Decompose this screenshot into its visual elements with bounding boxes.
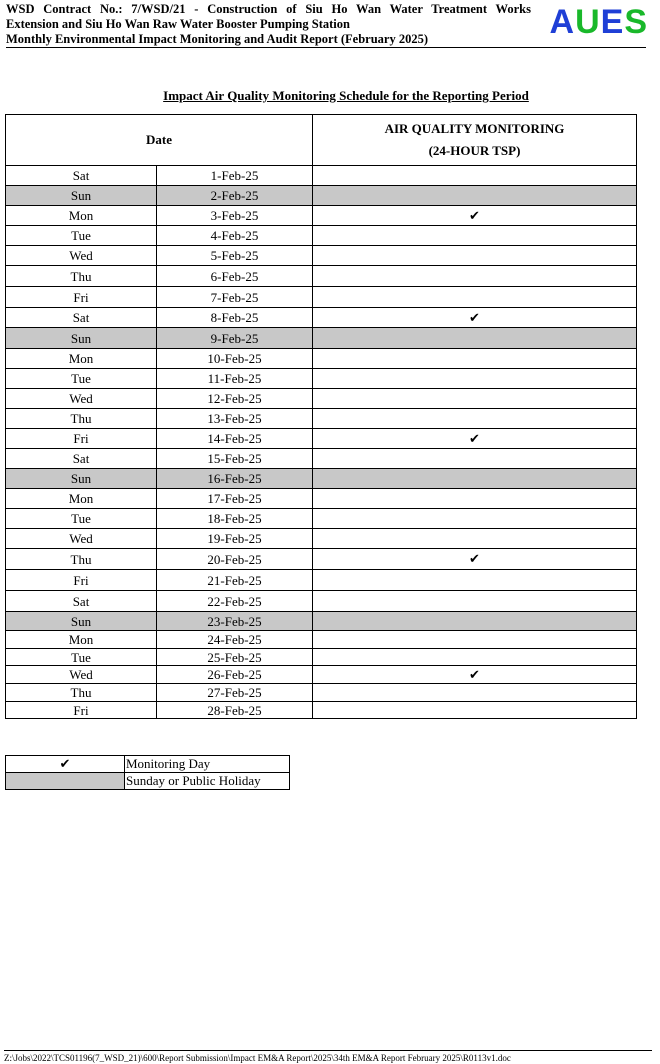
day-cell: Thu <box>6 549 157 570</box>
date-cell: 27-Feb-25 <box>157 684 313 702</box>
schedule-row <box>6 308 637 328</box>
header-divider <box>6 47 646 48</box>
monitoring-cell <box>313 702 637 719</box>
schedule-title <box>0 88 660 104</box>
date-cell: 2-Feb-25 <box>157 186 313 206</box>
monitoring-cell <box>313 166 637 186</box>
schedule-row <box>6 666 637 684</box>
logo-letter-u: U <box>575 3 601 41</box>
header-line-report: Monthly Environmental Impact Monitoring and Audit Report (February 2025) <box>6 32 428 46</box>
header-line-project: Extension and Siu Ho Wan Raw Water Booster Pumping Station <box>6 17 350 31</box>
date-cell: 23-Feb-25 <box>157 612 313 631</box>
schedule-row <box>6 612 637 631</box>
day-cell: Wed <box>6 246 157 266</box>
monitoring-cell <box>313 226 637 246</box>
day-cell: Wed <box>6 529 157 549</box>
day-cell: Tue <box>6 509 157 529</box>
monitoring-cell <box>313 449 637 469</box>
schedule-row <box>6 529 637 549</box>
date-cell: 10-Feb-25 <box>157 349 313 369</box>
date-column-header: Date <box>6 115 313 166</box>
monitoring-cell <box>313 649 637 666</box>
day-cell: Sat <box>6 591 157 612</box>
monitoring-cell <box>313 308 637 328</box>
day-cell: Sat <box>6 308 157 328</box>
day-cell: Sun <box>6 186 157 206</box>
schedule-row <box>6 328 637 349</box>
schedule-row <box>6 186 637 206</box>
legend-check-icon: ✔ <box>6 756 125 773</box>
footer-divider <box>4 1050 652 1051</box>
monitoring-cell <box>313 328 637 349</box>
schedule-row <box>6 570 637 591</box>
schedule-row <box>6 509 637 529</box>
schedule-row <box>6 449 637 469</box>
schedule-row <box>6 469 637 489</box>
date-cell: 8-Feb-25 <box>157 308 313 328</box>
day-cell: Sun <box>6 612 157 631</box>
monitoring-cell <box>313 570 637 591</box>
date-cell: 3-Feb-25 <box>157 206 313 226</box>
check-icon: ✔ <box>469 667 480 683</box>
check-icon: ✔ <box>469 310 480 326</box>
header-title-block <box>6 2 531 47</box>
date-cell: 28-Feb-25 <box>157 702 313 719</box>
schedule-row <box>6 206 637 226</box>
day-cell: Tue <box>6 226 157 246</box>
schedule-row <box>6 549 637 570</box>
schedule-row <box>6 631 637 649</box>
logo-letter-s: S <box>624 3 648 41</box>
schedule-row <box>6 591 637 612</box>
monitoring-cell <box>313 246 637 266</box>
date-cell: 26-Feb-25 <box>157 666 313 684</box>
date-cell: 17-Feb-25 <box>157 489 313 509</box>
check-icon: ✔ <box>469 552 480 567</box>
day-cell: Thu <box>6 266 157 287</box>
monitoring-cell <box>313 549 637 570</box>
monitoring-cell <box>313 369 637 389</box>
schedule-header-row <box>6 115 637 166</box>
legend-holiday-swatch <box>6 773 125 790</box>
monitoring-cell <box>313 266 637 287</box>
day-cell: Tue <box>6 649 157 666</box>
day-cell: Fri <box>6 702 157 719</box>
schedule-row <box>6 489 637 509</box>
monitoring-schedule-table <box>5 114 637 719</box>
date-cell: 18-Feb-25 <box>157 509 313 529</box>
schedule-body <box>6 166 637 719</box>
monitoring-cell <box>313 287 637 308</box>
check-icon: ✔ <box>469 208 480 224</box>
day-cell: Thu <box>6 684 157 702</box>
check-icon: ✔ <box>469 431 480 447</box>
day-cell: Mon <box>6 489 157 509</box>
date-cell: 7-Feb-25 <box>157 287 313 308</box>
header-line-contract: WSD Contract No.: 7/WSD/21 - Construction of Siu Ho Wan Water Treatment Works <box>6 2 531 16</box>
schedule-row <box>6 684 637 702</box>
monitoring-header-line-1: AIR QUALITY MONITORING <box>384 121 565 136</box>
date-cell: 14-Feb-25 <box>157 429 313 449</box>
day-cell: Mon <box>6 349 157 369</box>
monitoring-cell <box>313 631 637 649</box>
monitoring-cell <box>313 684 637 702</box>
date-cell: 19-Feb-25 <box>157 529 313 549</box>
date-cell: 5-Feb-25 <box>157 246 313 266</box>
date-cell: 15-Feb-25 <box>157 449 313 469</box>
monitoring-cell <box>313 389 637 409</box>
legend-row-monitoring <box>6 756 290 773</box>
document-header <box>6 2 646 46</box>
legend-row-holiday <box>6 773 290 790</box>
logo-letter-a: A <box>549 3 576 41</box>
schedule-row <box>6 266 637 287</box>
schedule-row <box>6 246 637 266</box>
date-cell: 4-Feb-25 <box>157 226 313 246</box>
legend-monitoring-label: Monitoring Day <box>125 756 290 773</box>
date-cell: 24-Feb-25 <box>157 631 313 649</box>
date-cell: 20-Feb-25 <box>157 549 313 570</box>
schedule-row <box>6 369 637 389</box>
date-cell: 16-Feb-25 <box>157 469 313 489</box>
monitoring-cell <box>313 186 637 206</box>
schedule-row <box>6 409 637 429</box>
monitoring-cell <box>313 666 637 684</box>
monitoring-column-header <box>313 115 637 166</box>
logo-letter-e: E <box>600 3 625 41</box>
schedule-title-text: Impact Air Quality Monitoring Schedule for the Reporting Period <box>163 88 529 103</box>
aues-logo <box>550 2 649 42</box>
monitoring-cell <box>313 529 637 549</box>
monitoring-header-line-2: (24-HOUR TSP) <box>428 143 521 158</box>
date-cell: 22-Feb-25 <box>157 591 313 612</box>
schedule-row <box>6 287 637 308</box>
day-cell: Fri <box>6 287 157 308</box>
monitoring-cell <box>313 409 637 429</box>
day-cell: Wed <box>6 666 157 684</box>
schedule-row <box>6 389 637 409</box>
date-cell: 11-Feb-25 <box>157 369 313 389</box>
day-cell: Sat <box>6 166 157 186</box>
date-cell: 12-Feb-25 <box>157 389 313 409</box>
legend-table <box>5 755 290 790</box>
day-cell: Fri <box>6 570 157 591</box>
date-cell: 13-Feb-25 <box>157 409 313 429</box>
date-cell: 1-Feb-25 <box>157 166 313 186</box>
legend-holiday-label: Sunday or Public Holiday <box>125 773 290 790</box>
monitoring-cell <box>313 206 637 226</box>
date-cell: 21-Feb-25 <box>157 570 313 591</box>
schedule-row <box>6 166 637 186</box>
day-cell: Thu <box>6 409 157 429</box>
day-cell: Sun <box>6 328 157 349</box>
day-cell: Mon <box>6 631 157 649</box>
day-cell: Tue <box>6 369 157 389</box>
schedule-row <box>6 349 637 369</box>
date-cell: 9-Feb-25 <box>157 328 313 349</box>
date-cell: 6-Feb-25 <box>157 266 313 287</box>
monitoring-cell <box>313 429 637 449</box>
monitoring-cell <box>313 349 637 369</box>
monitoring-cell <box>313 469 637 489</box>
schedule-row <box>6 649 637 666</box>
day-cell: Wed <box>6 389 157 409</box>
day-cell: Mon <box>6 206 157 226</box>
schedule-row <box>6 429 637 449</box>
monitoring-cell <box>313 509 637 529</box>
monitoring-cell <box>313 591 637 612</box>
monitoring-cell <box>313 489 637 509</box>
day-cell: Sat <box>6 449 157 469</box>
date-cell: 25-Feb-25 <box>157 649 313 666</box>
day-cell: Sun <box>6 469 157 489</box>
schedule-row <box>6 226 637 246</box>
day-cell: Fri <box>6 429 157 449</box>
monitoring-cell <box>313 612 637 631</box>
footer-file-path: Z:\Jobs\2022\TCS01196(7_WSD_21)\600\Report Submission\Impact EM&A Report\2025\34th EM&A Report February 2025\R0113v1.doc <box>4 1053 511 1063</box>
schedule-row <box>6 702 637 719</box>
